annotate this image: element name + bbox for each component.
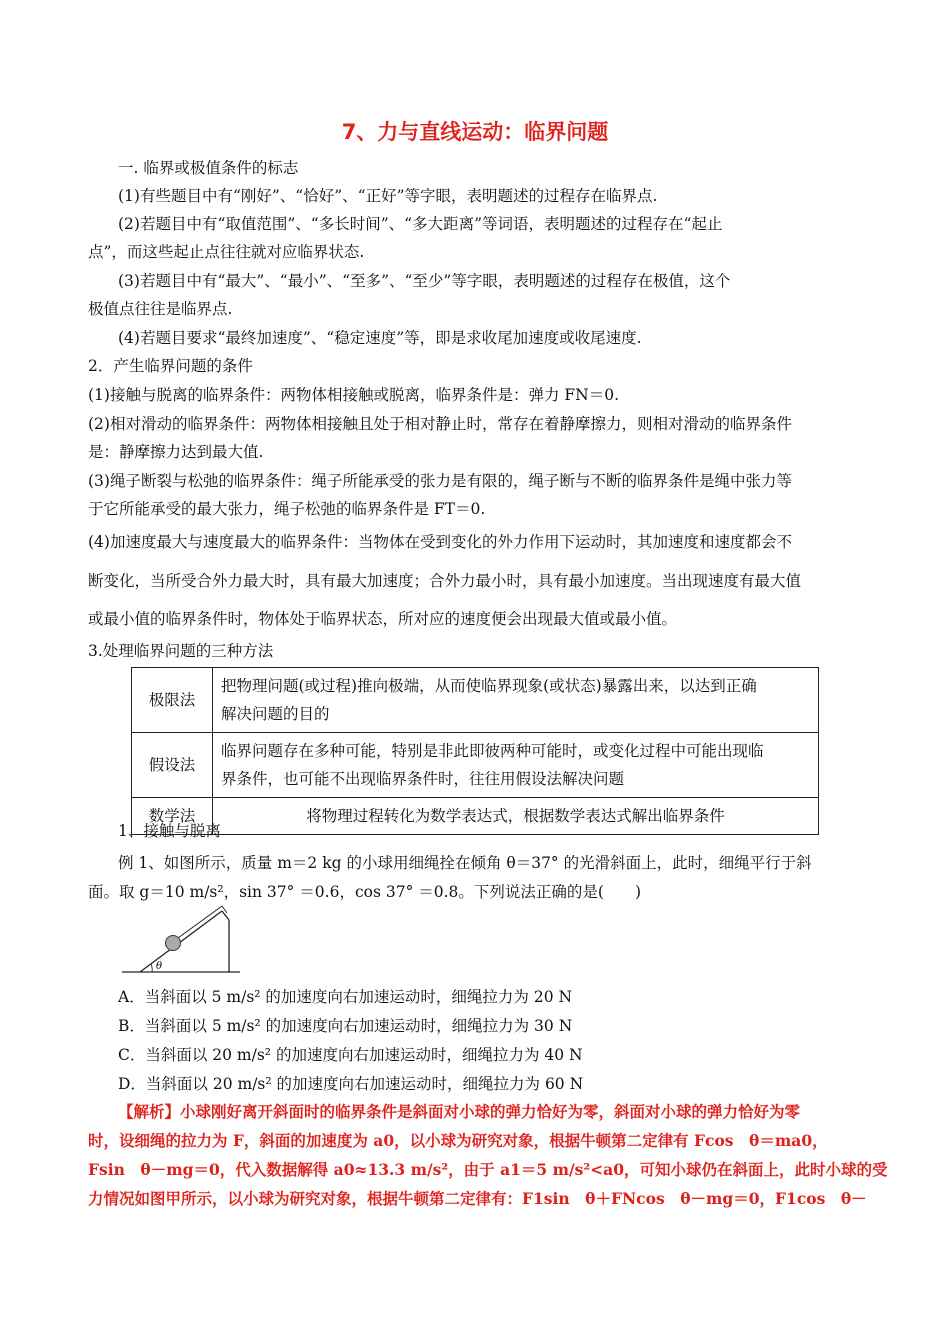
example-line: 面。取 g＝10 m/s²，sin 37° ＝0.6，cos 37° ＝0.8。下列说法正确的是( ) <box>88 883 641 901</box>
section2-line: (1)接触与脱离的临界条件：两物体相接触或脱离，临界条件是：弹力 FN＝0. <box>88 386 619 404</box>
section1-line: 点”，而这些起止点往往就对应临界状态. <box>88 243 365 261</box>
section1-heading: 一. 临界或极值条件的标志 <box>118 159 299 177</box>
page-title: 7、力与直线运动：临界问题 <box>341 120 609 144</box>
section2-line: 断变化，当所受合外力最大时，具有最大加速度；合外力最小时，具有最小加速度。当出现速度有最大值 <box>88 572 802 590</box>
method-name: 数学法 <box>132 798 213 835</box>
analysis-line: 时，设细绳的拉力为 F，斜面的加速度为 a0，以小球为研究对象，根据牛顿第二定律有 Fcos θ＝ma0， <box>88 1131 828 1150</box>
method-name: 假设法 <box>132 733 213 798</box>
incline-figure <box>118 903 243 978</box>
method-desc <box>213 668 819 733</box>
angle-label: θ <box>156 961 163 972</box>
section3-heading: 3.处理临界问题的三种方法 <box>88 642 274 660</box>
method-desc-line: 把物理问题(或过程)推向极端，从而使临界现象(或状态)暴露出来，以达到正确 <box>221 677 757 695</box>
analysis-line: Fsin θ－mg＝0，代入数据解得 a0≈13.3 m/s²，由于 a1＝5 m/s²<a0，可知小球仍在斜面上，此时小球的受 <box>88 1160 888 1179</box>
incline-top-edge <box>222 911 229 920</box>
method-desc-line: 临界问题存在多种可能，特别是非此即彼两种可能时，或变化过程中可能出现临 <box>221 742 764 760</box>
method-desc <box>213 798 819 835</box>
method-desc-line: 将物理过程转化为数学表达式，根据数学表达式解出临界条件 <box>306 807 725 825</box>
analysis-line: 【解析】小球刚好离开斜面时的临界条件是斜面对小球的弹力恰好为零，斜面对小球的弹力恰好为零 <box>118 1102 801 1121</box>
option-b: B．当斜面以 5 m/s² 的加速度向右加速运动时，细绳拉力为 30 N <box>118 1017 573 1035</box>
example-line: 例 1、如图所示，质量 m＝2 kg 的小球用细绳拴在倾角 θ＝37° 的光滑斜面上，此时，细绳平行于斜 <box>118 854 812 872</box>
section1-line: (4)若题目要求“最终加速度”、“稳定速度”等，即是求收尾加速度或收尾速度. <box>118 329 642 347</box>
section2-line: (3)绳子断裂与松弛的临界条件：绳子所能承受的张力是有限的，绳子断与不断的临界条件是绳中张力等 <box>88 472 792 490</box>
option-a: A．当斜面以 5 m/s² 的加速度向右加速运动时，细绳拉力为 20 N <box>118 988 573 1006</box>
option-d: D．当斜面以 20 m/s² 的加速度向右加速运动时，细绳拉力为 60 N <box>118 1075 584 1093</box>
table-row <box>132 798 819 835</box>
method-name: 极限法 <box>132 668 213 733</box>
analysis-line: 力情况如图甲所示，以小球为研究对象，根据牛顿第二定律有：F1sin θ＋FNcos θ－mg＝0，F1cos θ－ <box>88 1189 867 1208</box>
section2-heading: 2．产生临界问题的条件 <box>88 357 253 375</box>
method-desc <box>213 733 819 798</box>
option-c: C．当斜面以 20 m/s² 的加速度向右加速运动时，细绳拉力为 40 N <box>118 1046 583 1064</box>
section2-line: 或最小值的临界条件时，物体处于临界状态，所对应的速度便会出现最大值或最小值。 <box>88 610 678 628</box>
method-desc-line: 解决问题的目的 <box>221 705 330 723</box>
table-row <box>132 733 819 798</box>
section2-line: 是：静摩擦力达到最大值. <box>88 443 264 461</box>
ball <box>166 936 181 951</box>
incline-surface <box>140 911 222 972</box>
section1-line: (2)若题目中有“取值范围”、“多长时间”、“多大距离”等词语，表明题述的过程存在“起止 <box>118 215 723 233</box>
rope-line <box>178 906 222 938</box>
method-desc-line: 界条件，也可能不出现临界条件时，往往用假设法解决问题 <box>221 770 625 788</box>
subsection-heading: 1、接触与脱离 <box>118 822 221 840</box>
methods-table <box>131 667 819 835</box>
section1-line: (3)若题目中有“最大”、“最小”、“至多”、“至少”等字眼，表明题述的过程存在极值，这个 <box>118 272 731 290</box>
section2-line: (4)加速度最大与速度最大的临界条件：当物体在受到变化的外力作用下运动时，其加速度和速度都会不 <box>88 533 792 551</box>
table-row <box>132 668 819 733</box>
section2-line: 于它所能承受的最大张力，绳子松弛的临界条件是 FT＝0. <box>88 500 486 518</box>
section1-line: 极值点往往是临界点. <box>88 300 233 318</box>
section2-line: (2)相对滑动的临界条件：两物体相接触且处于相对静止时，常存在着静摩擦力，则相对滑动的临界条件 <box>88 415 792 433</box>
section1-line: (1)有些题目中有“刚好”、“恰好”、“正好”等字眼，表明题述的过程存在临界点. <box>118 187 658 205</box>
angle-arc <box>151 964 152 972</box>
